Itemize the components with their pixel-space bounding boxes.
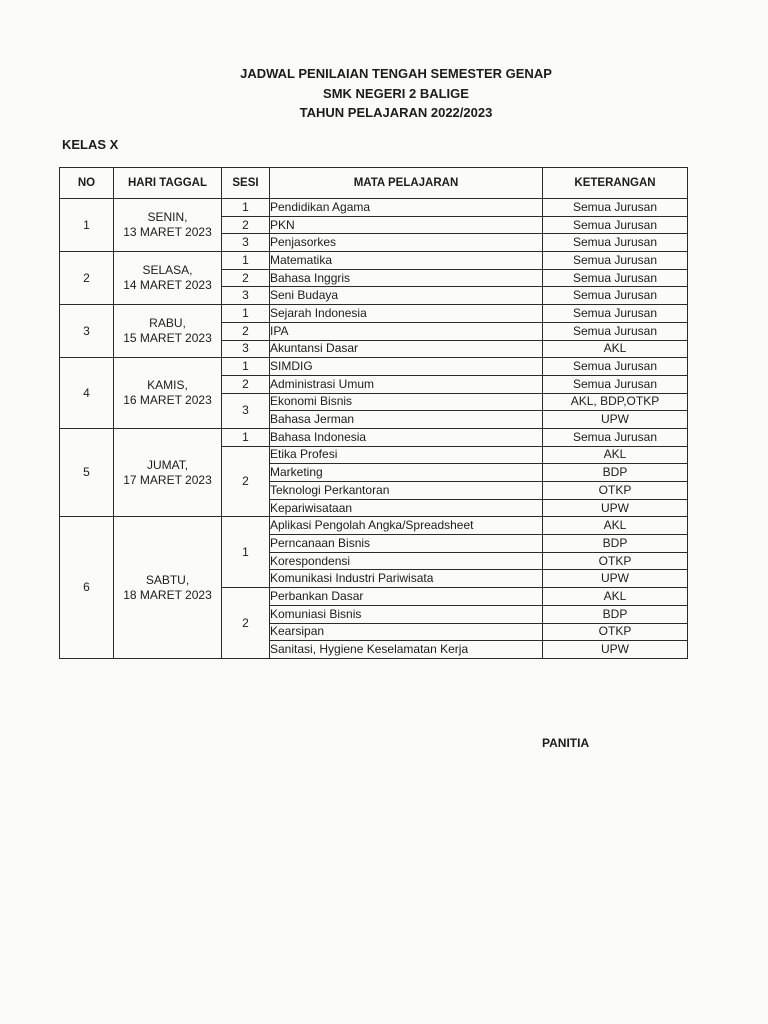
subject-cell: Marketing: [270, 464, 543, 482]
note-cell: AKL: [543, 588, 688, 606]
subject-cell: Seni Budaya: [270, 287, 543, 305]
document-title: [0, 64, 768, 123]
note-cell: BDP: [543, 605, 688, 623]
day-date: 15 MARET 2023: [123, 331, 212, 346]
subject-cell: Administrasi Umum: [270, 375, 543, 393]
day-date-cell: [114, 517, 222, 659]
day-date: 17 MARET 2023: [123, 472, 212, 487]
day-date: 13 MARET 2023: [123, 225, 212, 240]
title-line-2: SMK NEGERI 2 BALIGE: [323, 85, 469, 101]
table-row: [60, 428, 688, 446]
subject-cell: PKN: [270, 216, 543, 234]
day-date: 16 MARET 2023: [123, 393, 212, 408]
day-name: JUMAT,: [146, 457, 189, 472]
session-cell: 3: [222, 234, 270, 252]
day-date-cell: [114, 305, 222, 358]
subject-cell: Kearsipan: [270, 623, 543, 641]
session-cell: 2: [222, 269, 270, 287]
subject-cell: Pendidikan Agama: [270, 199, 543, 217]
col-header-no: NO: [60, 168, 114, 199]
day-number: 3: [60, 305, 114, 358]
subject-cell: Bahasa Inggris: [270, 269, 543, 287]
col-header-session: SESI: [222, 168, 270, 199]
note-cell: Semua Jurusan: [543, 375, 688, 393]
subject-cell: Ekonomi Bisnis: [270, 393, 543, 411]
subject-cell: Teknologi Perkantoran: [270, 482, 543, 500]
session-cell: 3: [222, 340, 270, 358]
note-cell: Semua Jurusan: [543, 234, 688, 252]
day-date-cell: [114, 428, 222, 516]
subject-cell: Perbankan Dasar: [270, 588, 543, 606]
day-date: 14 MARET 2023: [123, 278, 212, 293]
note-cell: AKL: [543, 340, 688, 358]
session-cell: 1: [222, 252, 270, 270]
note-cell: AKL, BDP,OTKP: [543, 393, 688, 411]
subject-cell: IPA: [270, 322, 543, 340]
session-cell: 2: [222, 322, 270, 340]
committee-signature: PANITIA: [542, 736, 590, 750]
day-name: SENIN,: [147, 210, 188, 225]
session-cell: 2: [222, 446, 270, 517]
table-row: [60, 517, 688, 535]
note-cell: AKL: [543, 517, 688, 535]
note-cell: BDP: [543, 464, 688, 482]
subject-cell: Etika Profesi: [270, 446, 543, 464]
class-label: KELAS X: [62, 137, 119, 152]
day-number: 1: [60, 199, 114, 252]
note-cell: Semua Jurusan: [543, 269, 688, 287]
session-cell: 1: [222, 358, 270, 376]
session-cell: 2: [222, 375, 270, 393]
session-cell: 1: [222, 199, 270, 217]
subject-cell: Korespondensi: [270, 552, 543, 570]
note-cell: OTKP: [543, 623, 688, 641]
note-cell: UPW: [543, 570, 688, 588]
note-cell: Semua Jurusan: [543, 358, 688, 376]
day-name: SELASA,: [142, 263, 193, 278]
session-cell: 1: [222, 517, 270, 588]
subject-cell: Sejarah Indonesia: [270, 305, 543, 323]
session-cell: 1: [222, 305, 270, 323]
session-cell: 2: [222, 216, 270, 234]
note-cell: UPW: [543, 499, 688, 517]
note-cell: AKL: [543, 446, 688, 464]
note-cell: Semua Jurusan: [543, 322, 688, 340]
subject-cell: Aplikasi Pengolah Angka/Spreadsheet: [270, 517, 543, 535]
day-date-cell: [114, 358, 222, 429]
note-cell: OTKP: [543, 552, 688, 570]
day-name: RABU,: [149, 316, 186, 331]
col-header-subject: MATA PELAJARAN: [270, 168, 543, 199]
title-line-1: JADWAL PENILAIAN TENGAH SEMESTER GENAP: [240, 66, 552, 81]
schedule-table: [59, 167, 688, 659]
session-cell: 1: [222, 428, 270, 446]
subject-cell: Perncanaan Bisnis: [270, 535, 543, 553]
day-date-cell: [114, 199, 222, 252]
note-cell: Semua Jurusan: [543, 199, 688, 217]
session-cell: 3: [222, 393, 270, 428]
subject-cell: Komunikasi Industri Pariwisata: [270, 570, 543, 588]
note-cell: UPW: [543, 641, 688, 659]
note-cell: BDP: [543, 535, 688, 553]
note-cell: Semua Jurusan: [543, 428, 688, 446]
subject-cell: Bahasa Jerman: [270, 411, 543, 429]
title-line-3: TAHUN PELAJARAN 2022/2023: [299, 105, 493, 120]
col-header-day: HARI TAGGAL: [114, 168, 222, 199]
day-name: SABTU,: [145, 572, 190, 587]
subject-cell: Akuntansi Dasar: [270, 340, 543, 358]
day-number: 4: [60, 358, 114, 429]
subject-cell: Komuniasi Bisnis: [270, 605, 543, 623]
subject-cell: Matematika: [270, 252, 543, 270]
table-row: [60, 199, 688, 217]
note-cell: Semua Jurusan: [543, 252, 688, 270]
note-cell: OTKP: [543, 482, 688, 500]
col-header-note: KETERANGAN: [543, 168, 688, 199]
day-name: KAMIS,: [147, 378, 188, 393]
subject-cell: SIMDIG: [270, 358, 543, 376]
day-number: 6: [60, 517, 114, 659]
day-date: 18 MARET 2023: [123, 587, 212, 602]
subject-cell: Kepariwisataan: [270, 499, 543, 517]
day-date-cell: [114, 252, 222, 305]
day-number: 2: [60, 252, 114, 305]
subject-cell: Sanitasi, Hygiene Keselamatan Kerja: [270, 641, 543, 659]
table-row: [60, 305, 688, 323]
session-cell: 2: [222, 588, 270, 659]
table-row: [60, 358, 688, 376]
session-cell: 3: [222, 287, 270, 305]
note-cell: UPW: [543, 411, 688, 429]
note-cell: Semua Jurusan: [543, 287, 688, 305]
table-header-row: [60, 168, 688, 199]
day-number: 5: [60, 428, 114, 516]
note-cell: Semua Jurusan: [543, 305, 688, 323]
subject-cell: Penjasorkes: [270, 234, 543, 252]
subject-cell: Bahasa Indonesia: [270, 428, 543, 446]
note-cell: Semua Jurusan: [543, 216, 688, 234]
table-row: [60, 252, 688, 270]
